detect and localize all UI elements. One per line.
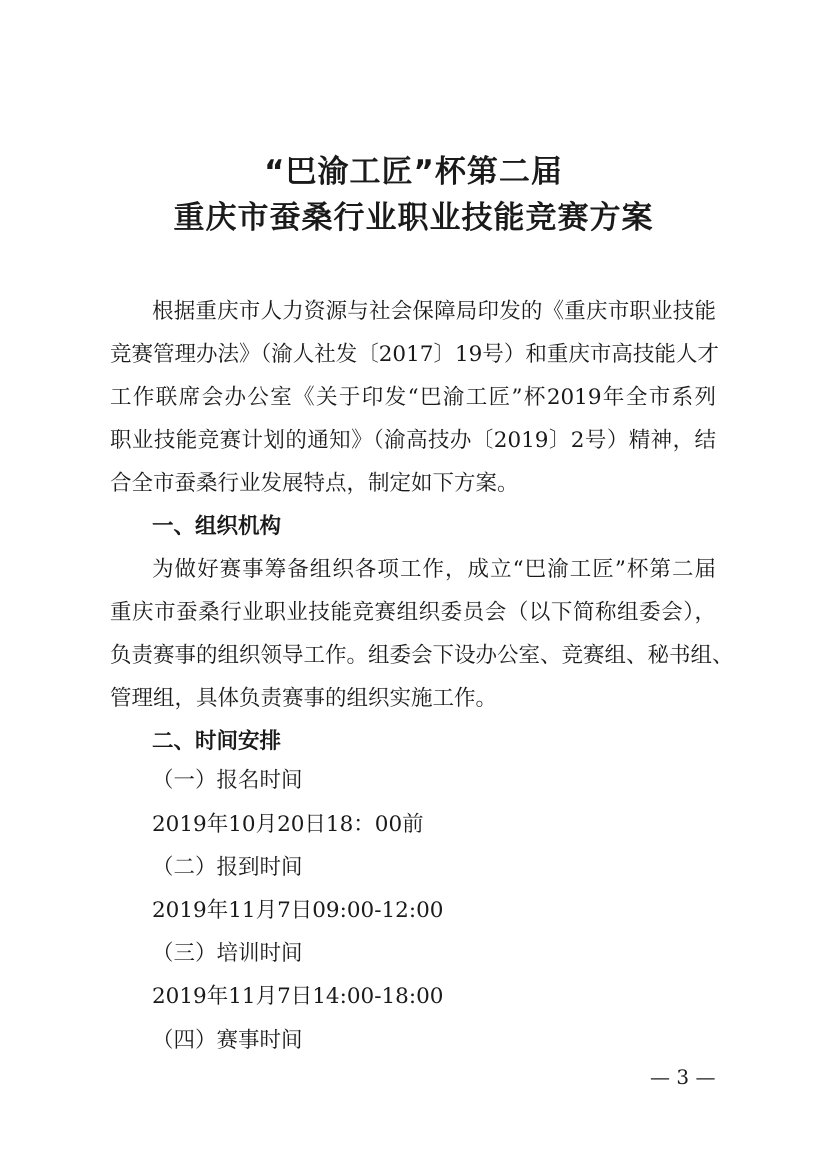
section-heading-schedule: 二、时间安排 <box>152 729 282 754</box>
document-title-line-2: 重庆市蚕桑行业职业技能竞赛方案 <box>173 200 654 236</box>
schedule-registration-heading: （一）报名时间 <box>152 768 303 793</box>
schedule-training-heading: （三）培训时间 <box>152 941 303 966</box>
schedule-training-time: 2019年11月7日14:00-18:00 <box>152 984 444 1009</box>
intro-paragraph-line-1: 根据重庆市人力资源与社会保障局印发的《重庆市职业技能 <box>152 299 716 324</box>
organization-paragraph-line-1: 为做好赛事筹备组织各项工作，成立“巴渝工匠”杯第二届 <box>152 557 716 582</box>
organization-paragraph-line-4: 管理组，具体负责赛事的组织实施工作。 <box>110 686 498 711</box>
section-heading-organization: 一、组织机构 <box>152 514 282 539</box>
organization-paragraph-line-3: 负责赛事的组织领导工作。组委会下设办公室、竞赛组、秘书组、 <box>110 643 734 668</box>
organization-paragraph-line-2: 重庆市蚕桑行业职业技能竞赛组织委员会（以下简称组委会）， <box>110 600 716 625</box>
page-number: — 3 — <box>650 1065 716 1089</box>
schedule-competition-heading: （四）赛事时间 <box>152 1028 303 1053</box>
intro-paragraph-line-3: 工作联席会办公室《关于印发“巴渝工匠”杯2019年全市系列 <box>110 385 716 410</box>
intro-paragraph-line-2: 竞赛管理办法》（渝人社发〔2017〕19号）和重庆市高技能人才 <box>110 342 719 367</box>
schedule-registration-time: 2019年10月20日18：00前 <box>152 812 424 837</box>
schedule-check-in-heading: （二）报到时间 <box>152 855 303 880</box>
intro-paragraph-line-4: 职业技能竞赛计划的通知》（渝高技办〔2019〕2号）精神，结 <box>110 428 716 453</box>
schedule-check-in-time: 2019年11月7日09:00-12:00 <box>152 898 444 923</box>
intro-paragraph-line-5: 合全市蚕桑行业发展特点，制定如下方案。 <box>110 471 519 496</box>
document-title-line-1: “巴渝工匠”杯第二届 <box>264 154 563 190</box>
